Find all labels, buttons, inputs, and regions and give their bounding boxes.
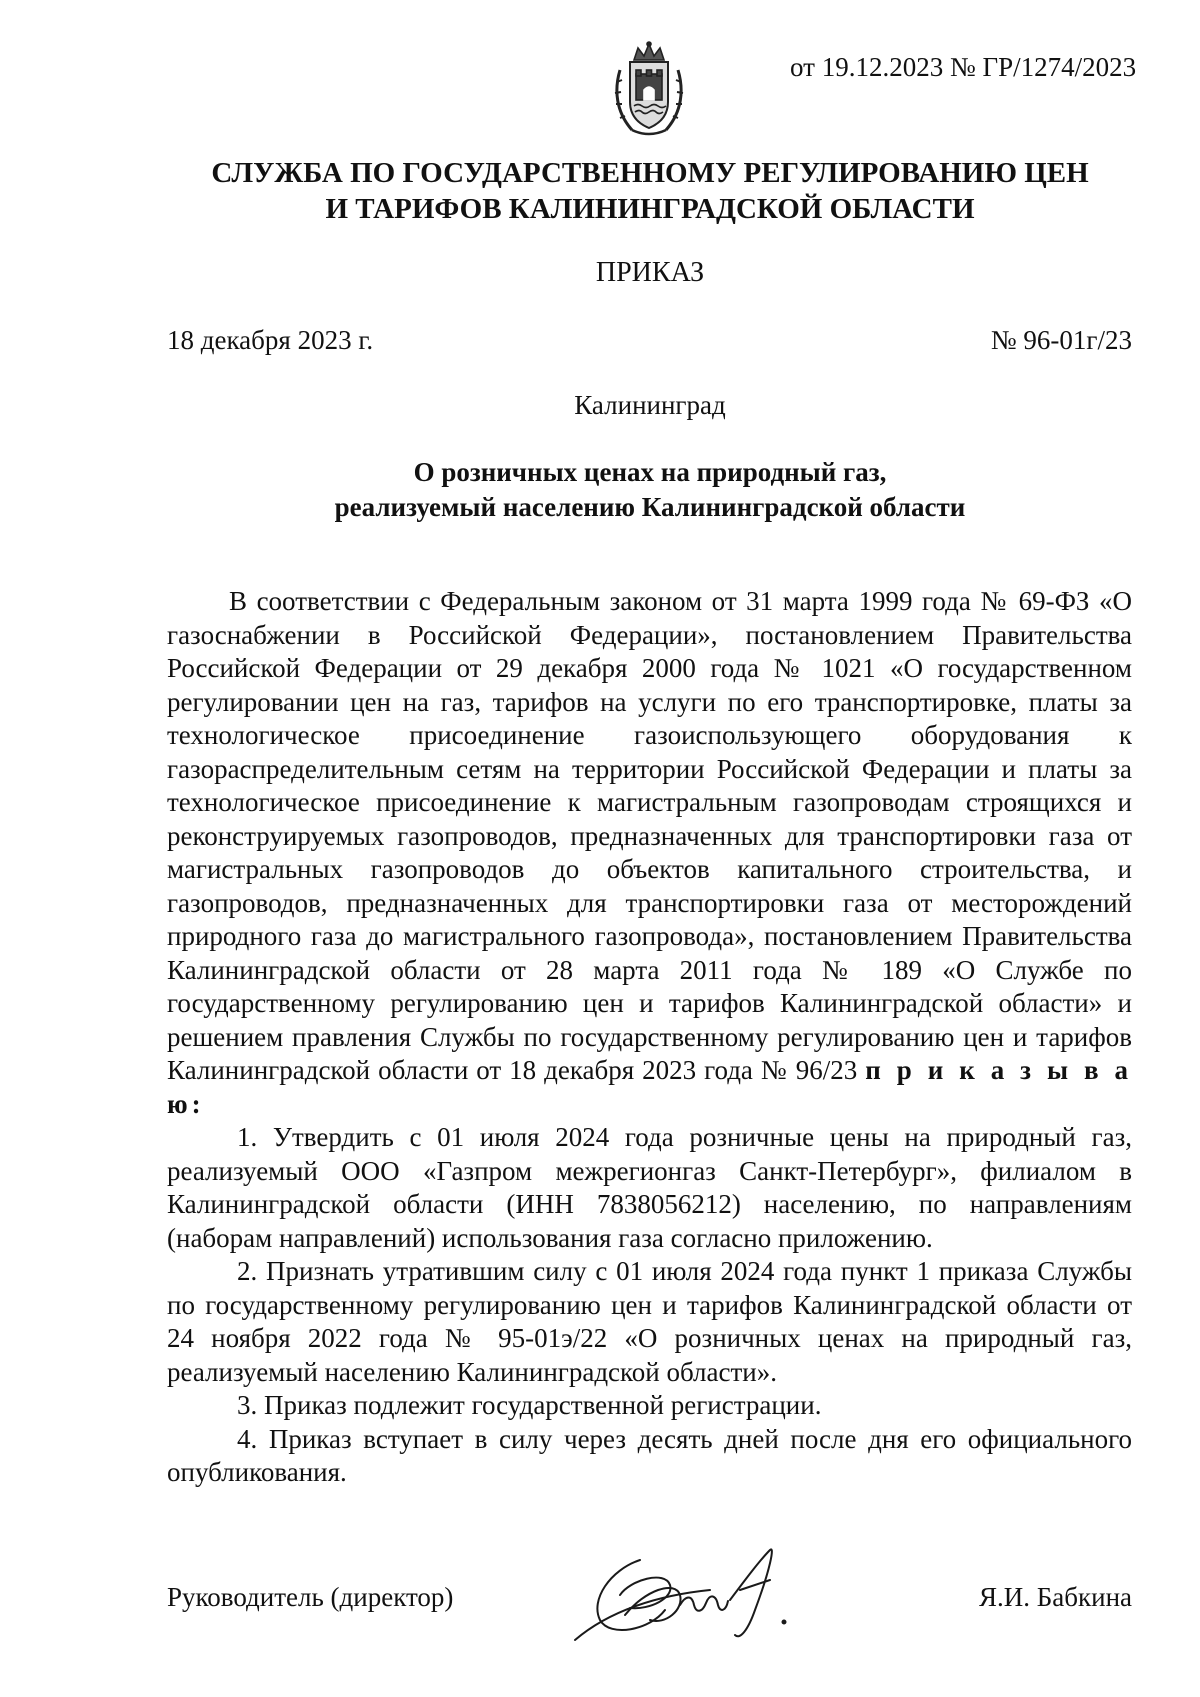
document-date: 18 декабря 2023 г. xyxy=(167,325,374,355)
document-title-line-1: О розничных ценах на природный газ, xyxy=(413,457,887,487)
document-number: № 96-01г/23 xyxy=(990,325,1132,355)
handwritten-signature-icon xyxy=(570,1540,810,1650)
order-item-3: 3. Приказ подлежит государственной регистрации. xyxy=(237,1390,822,1420)
document-type: ПРИКАЗ xyxy=(595,257,705,288)
order-item-1: 1. Утвердить с 01 июля 2024 года розничные цены на природный газ, реализуемый ООО «Газпром межрегионгаз Санкт-Петербург», филиалом в Калининградской области (ИНН 7838056212) населению, по направлениям (наборам направлений) использования газа согласно приложению. xyxy=(167,1122,1132,1253)
document-title xyxy=(0,455,1200,525)
preamble-text: В соответствии с Федеральным законом от 31 марта 1999 года № 69-ФЗ «О газоснабжении в Российской Федерации», постановлением Правительства Российской Федерации от 29 декабря 2000 года № 1021 «О государственном регулировании цен на газ, тарифов на услуги по его транспортировке, платы за технологическое присоединение газоиспользующего оборудования к газораспределительным сетям на территории Российской Федерации и платы за технологическое присоединение к магистральным газопроводам строящихся и реконструируемых газопроводов, предназначенных для транспортировки газа от магистральных газопроводов до объектов капитального строительства, и газопроводов, предназначенных для транспортировки газа от месторождений природного газа до магистрального газопровода», постановлением Правительства Калининградской области от 28 марта 2011 года № 189 «О Службе по государственному регулированию цен и тарифов Калининградской области» и решением правления Службы по государственному регулированию цен и тарифов Калининградской области от 18 декабря 2023 года № 96/23 xyxy=(167,586,1132,1085)
document-body xyxy=(167,585,1132,1490)
agency-name xyxy=(0,155,1200,227)
signatory-position: Руководитель (директор) xyxy=(167,1582,454,1612)
preamble-paragraph xyxy=(167,585,1132,1121)
document-title-line-2: реализуемый населению Калининградской области xyxy=(334,492,966,522)
order-item-4: 4. Приказ вступает в силу через десять дней после дня его официального опубликования. xyxy=(167,1423,1132,1487)
decree-word: п р и к а з ы в а ю: xyxy=(167,1055,1133,1119)
document-city: Калининград xyxy=(574,390,726,420)
agency-name-line-1: СЛУЖБА ПО ГОСУДАРСТВЕННОМУ РЕГУЛИРОВАНИЮ ЦЕН xyxy=(211,157,1089,189)
agency-name-line-2: И ТАРИФОВ КАЛИНИНГРАДСКОЙ ОБЛАСТИ xyxy=(325,193,975,225)
registration-number: от 19.12.2023 № ГР/1274/2023 xyxy=(790,52,1137,82)
signatory-name: Я.И. Бабкина xyxy=(979,1582,1132,1612)
coat-of-arms-icon xyxy=(610,40,688,140)
order-item-2: 2. Признать утратившим силу с 01 июля 2024 года пункт 1 приказа Службы по государственному регулированию цен и тарифов Калининградской области от 24 ноября 2022 года № 95-01э/22 «О розничных ценах на природный газ, реализуемый населению Калининградской области». xyxy=(167,1256,1132,1387)
